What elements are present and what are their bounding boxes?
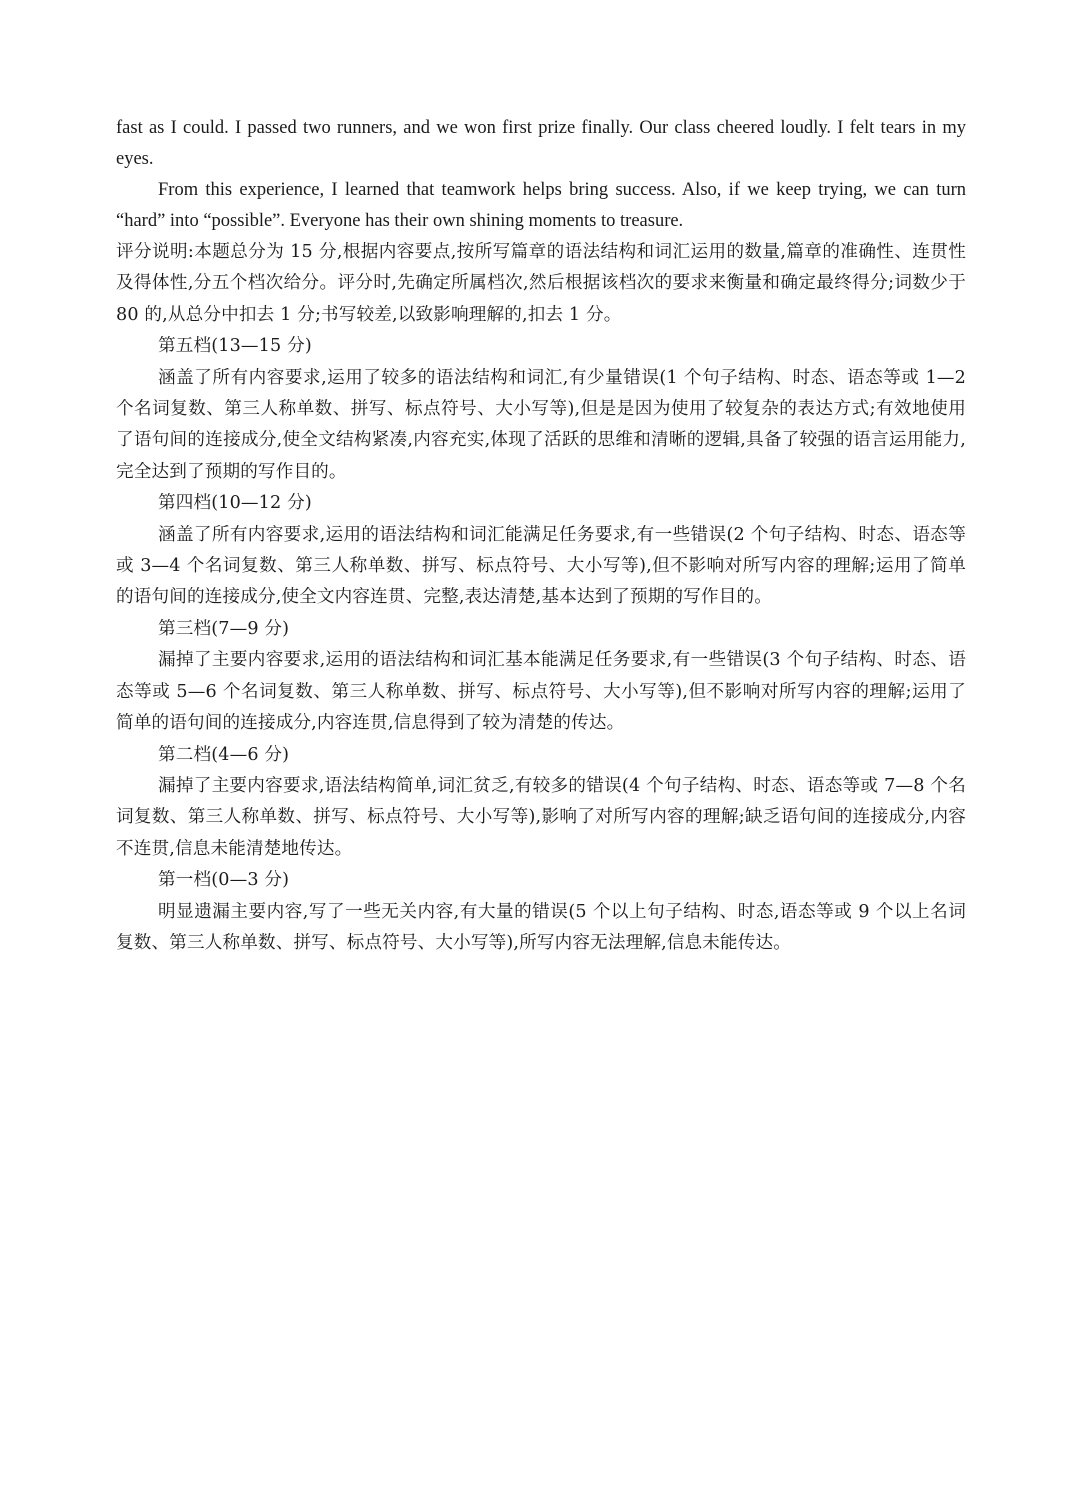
- level-5-description: 涵盖了所有内容要求,运用了较多的语法结构和词汇,有少量错误(1 个句子结构、时态、语态等或 1—2 个名词复数、第三人称单数、拼写、标点符号、大小写等),但是是因为使用了较复杂的表达方式;有效地使用了语句间的连接成分,使全文结构紧凑,内容充实,体现了活跃的思维和清晰的逻辑,具备了较强的语言运用能力,完全达到了预期的写作目的。: [116, 367, 966, 482]
- level-4-title: 第四档(10—12 分): [158, 493, 312, 514]
- level-5-title: 第五档(13—15 分): [158, 336, 312, 357]
- document-page: [116, 113, 966, 959]
- level-1-description: 明显遗漏主要内容,写了一些无关内容,有大量的错误(5 个以上句子结构、时态,语态等或 9 个以上名词复数、第三人称单数、拼写、标点符号、大小写等),所写内容无法理解,信息未能传达。: [116, 901, 966, 953]
- level-2-description: 漏掉了主要内容要求,语法结构简单,词汇贫乏,有较多的错误(4 个句子结构、时态、语态等或 7—8 个名词复数、第三人称单数、拼写、标点符号、大小写等),影响了对所写内容的理解;缺乏语句间的连接成分,内容不连贯,信息未能清楚地传达。: [116, 775, 966, 859]
- level-3-title: 第三档(7—9 分): [158, 618, 290, 639]
- essay-paragraph-continued: fast as I could. I passed two runners, and we won first prize finally. Our class cheered loudly. I felt tears in my eyes.: [116, 118, 966, 169]
- level-1-title: 第一档(0—3 分): [158, 870, 290, 891]
- level-4-description: 涵盖了所有内容要求,运用的语法结构和词汇能满足任务要求,有一些错误(2 个句子结构、时态、语态等或 3—4 个名词复数、第三人称单数、拼写、标点符号、大小写等),但不影响对所写内容的理解;运用了简单的语句间的连接成分,使全文内容连贯、完整,表达清楚,基本达到了预期的写作目的。: [116, 524, 966, 608]
- level-3-description: 漏掉了主要内容要求,运用的语法结构和词汇基本能满足任务要求,有一些错误(3 个句子结构、时态、语态等或 5—6 个名词复数、第三人称单数、拼写、标点符号、大小写等),但不影响对所写内容的理解;运用了简单的语句间的连接成分,内容连贯,信息得到了较为清楚的传达。: [116, 650, 966, 734]
- essay-paragraph-conclusion: From this experience, I learned that teamwork helps bring success. Also, if we keep trying, we can turn “hard” into “possible”. Everyone has their own shining moments to treasure.: [116, 180, 966, 231]
- level-2-title: 第二档(4—6 分): [158, 744, 290, 765]
- scoring-instructions: 评分说明:本题总分为 15 分,根据内容要点,按所写篇章的语法结构和词汇运用的数量,篇章的准确性、连贯性及得体性,分五个档次给分。评分时,先确定所属档次,然后根据该档次的要求来衡量和确定最终得分;词数少于 80 的,从总分中扣去 1 分;书写较差,以致影响理解的,扣去 1 分。: [116, 242, 966, 325]
